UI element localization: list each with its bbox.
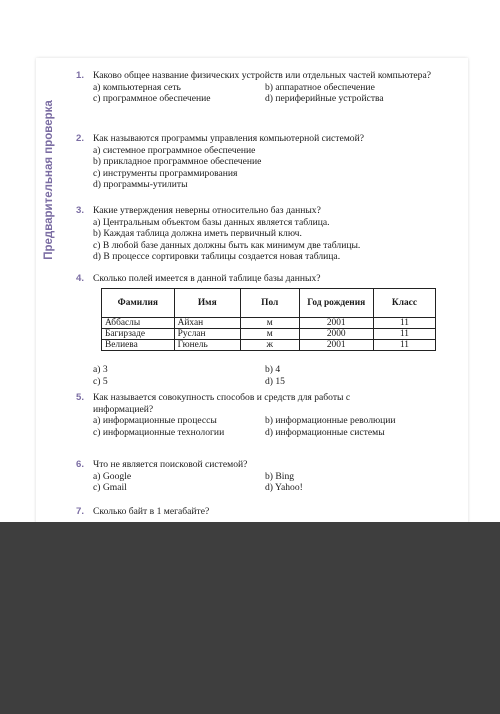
answer-option-d: d) Yahoo!	[265, 482, 303, 494]
answer-option-b: b) 4	[265, 364, 281, 375]
question-number: 3.	[76, 205, 85, 216]
table-cell: 11	[373, 318, 435, 329]
question-number: 6.	[76, 459, 85, 470]
question-7	[76, 506, 436, 518]
question-3	[76, 205, 436, 263]
answer-option-d: d) 15	[265, 375, 285, 387]
question-text: Сколько байт в 1 мегабайте?	[93, 506, 210, 517]
question-4	[76, 273, 436, 285]
answer-option-c: c) программное обеспечение	[93, 93, 211, 105]
table-header-row	[102, 289, 436, 318]
table-cell: Руслан	[174, 329, 240, 340]
table-cell: 11	[373, 329, 435, 340]
answer-option-a: a) 3	[93, 364, 108, 375]
answer-option-d: d) периферийные устройства	[265, 93, 384, 105]
column-header: Класс	[373, 289, 435, 318]
column-header: Год рождения	[299, 289, 373, 318]
answer-option-c: c) Gmail	[93, 482, 127, 494]
table-row	[102, 340, 436, 351]
answer-option-b: b) прикладное программное обеспечение	[93, 156, 262, 168]
table-row	[102, 318, 436, 329]
answer-option-d: d) программы-утилиты	[93, 179, 188, 191]
table-cell: м	[240, 318, 299, 329]
answer-option-b: b) Bing	[265, 470, 295, 482]
table-cell: 2000	[299, 329, 373, 340]
question-1	[76, 70, 436, 105]
question-text: Как называются программы управления компьютерной системой?	[93, 133, 364, 144]
answer-option-b: b) Каждая таблица должна иметь первичный ключ.	[93, 228, 302, 240]
table-cell: Велиева	[102, 340, 175, 351]
column-header: Имя	[174, 289, 240, 318]
question-text: Как называется совокупность способов и средств для работы с информацией?	[93, 392, 351, 415]
answer-option-b: b) аппаратное обеспечение	[265, 81, 375, 93]
question-text: Что не является поисковой системой?	[93, 459, 248, 470]
question-text: Сколько полей имеется в данной таблице базы данных?	[93, 273, 321, 284]
table-cell: Аббаслы	[102, 318, 175, 329]
answer-option-a: a) системное программное обеспечение	[93, 144, 256, 156]
answer-option-a: a) информационные процессы	[93, 415, 217, 427]
question-5	[76, 392, 436, 438]
answer-option-d: d) информационные системы	[265, 426, 385, 438]
answer-option-c: c) информационные технологии	[93, 426, 225, 438]
answer-option-c: c) 5	[93, 375, 108, 387]
question-6	[76, 459, 436, 494]
question-4-options	[93, 364, 393, 387]
answer-option-c: c) инструменты программирования	[93, 167, 238, 179]
table-cell: 2001	[299, 340, 373, 351]
column-header: Пол	[240, 289, 299, 318]
table-cell: м	[240, 329, 299, 340]
question-number: 2.	[76, 133, 85, 144]
table-cell: ж	[240, 340, 299, 351]
table-cell: Айхан	[174, 318, 240, 329]
question-number: 7.	[76, 506, 85, 517]
question-number: 4.	[76, 273, 85, 284]
table-cell: 11	[373, 340, 435, 351]
answer-option-d: d) В процессе сортировки таблицы создается новая таблица.	[93, 251, 341, 263]
answer-option-a: a) Google	[93, 470, 132, 482]
dark-overlay-band	[0, 522, 500, 714]
question-number: 5.	[76, 392, 85, 403]
table-cell: 2001	[299, 318, 373, 329]
section-side-label	[40, 80, 58, 280]
answer-option-a: a) Центральным объектом базы данных является таблица.	[93, 216, 330, 228]
section-side-label-text: Предварительная проверка	[43, 100, 55, 260]
question-text: Каково общее название физических устройств или отдельных частей компьютера?	[93, 70, 431, 81]
database-table	[101, 288, 436, 351]
column-header: Фамилия	[102, 289, 175, 318]
table-cell: Гюнель	[174, 340, 240, 351]
answer-option-c: c) В любой базе данных должны быть как минимум две таблицы.	[93, 239, 361, 251]
answer-option-b: b) информационные революции	[265, 415, 396, 427]
table-cell: Багирзаде	[102, 329, 175, 340]
question-2	[76, 133, 436, 191]
answer-option-a: a) компьютерная сеть	[93, 81, 181, 93]
table-row	[102, 329, 436, 340]
question-number: 1.	[76, 70, 85, 81]
question-text: Какие утверждения неверны относительно баз данных?	[93, 205, 321, 216]
